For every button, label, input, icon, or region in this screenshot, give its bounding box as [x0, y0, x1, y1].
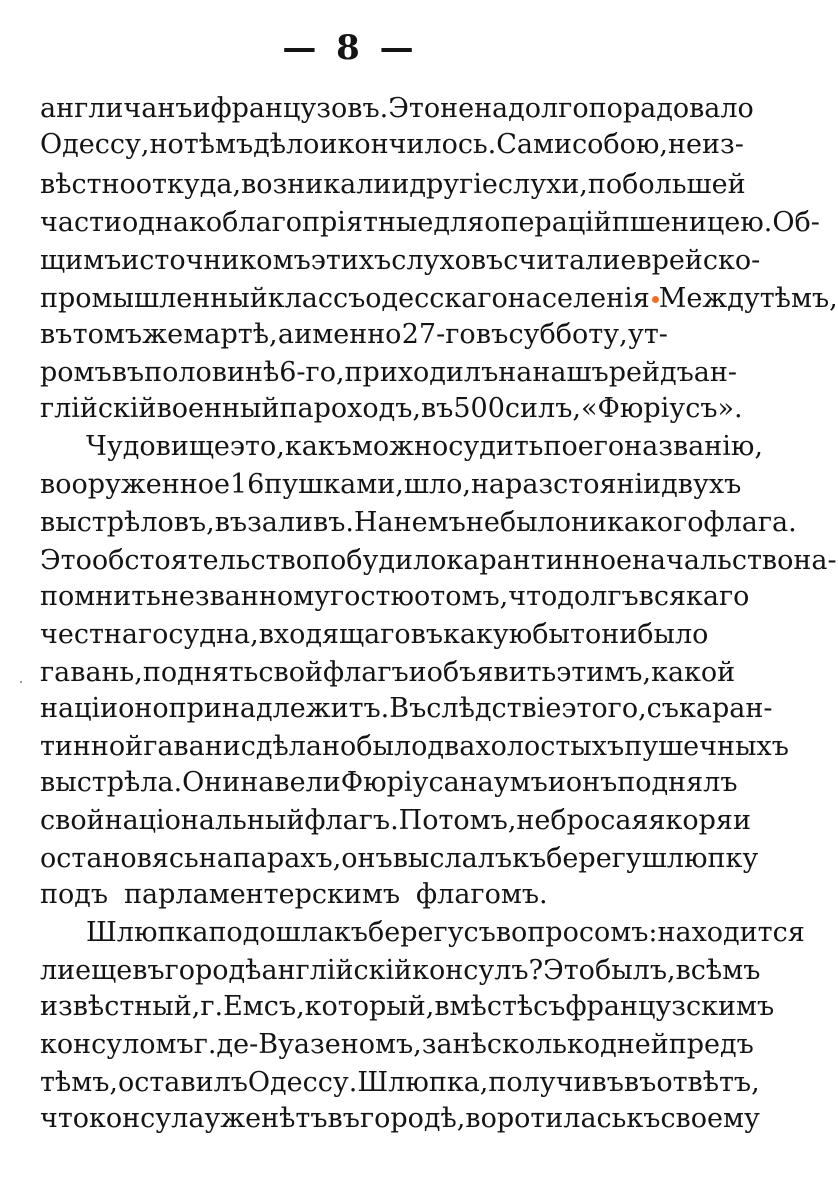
text-line	[40, 244, 761, 278]
text-line	[40, 878, 668, 912]
word: консуломъ	[40, 1029, 194, 1060]
text-line	[40, 730, 789, 764]
word: національный	[104, 805, 305, 836]
word: на	[198, 843, 233, 874]
word: другіе	[409, 169, 498, 200]
word: какъ	[284, 431, 352, 462]
text-line	[40, 656, 736, 690]
word: Въ	[389, 693, 427, 724]
word: флагомъ.	[416, 879, 548, 910]
text-line	[40, 544, 837, 578]
word: и	[732, 805, 751, 836]
text-line	[40, 392, 743, 426]
word: что	[508, 581, 558, 612]
text-line	[40, 990, 775, 1024]
word: классъ	[267, 283, 366, 314]
word: отвѣтъ,	[656, 1067, 760, 1098]
word: каран-	[678, 693, 773, 724]
word: и	[319, 129, 338, 160]
word: консула	[89, 1103, 205, 1134]
word: ни	[601, 619, 638, 650]
word: 6-го,	[279, 357, 345, 388]
word: 16	[229, 469, 265, 500]
word: онъ	[565, 767, 618, 798]
word: подошла	[208, 917, 334, 948]
word: дѣло	[253, 129, 320, 160]
word: то	[570, 619, 602, 650]
text-line	[40, 206, 820, 240]
text-line	[40, 468, 742, 502]
word: пушками,	[264, 469, 404, 500]
word: французовъ.	[210, 93, 389, 124]
word: Потомъ,	[398, 805, 517, 836]
word: Фюріуса	[340, 767, 460, 798]
word: съ	[533, 991, 566, 1022]
word: поднялъ	[617, 767, 738, 798]
word: вмѣстѣ	[434, 991, 534, 1022]
word: къ	[626, 1103, 661, 1134]
word: городѣ	[164, 955, 262, 986]
word: Одессу.	[247, 1067, 358, 1098]
word: собою,	[572, 129, 668, 160]
text-line	[40, 804, 751, 838]
word: Между	[658, 283, 760, 314]
word: берегу	[367, 917, 464, 948]
highlight-dot	[652, 296, 659, 303]
word: слѣдствіе	[426, 693, 562, 724]
word: щимъ	[40, 245, 122, 276]
word: умъ	[493, 767, 548, 798]
word: этихъ	[310, 245, 392, 276]
text-line	[40, 692, 773, 726]
word: однако	[122, 207, 223, 238]
word: вѣстно	[40, 169, 136, 200]
word: пушечныхъ	[624, 731, 789, 762]
word: слухи,	[497, 169, 588, 200]
word: шло,	[403, 469, 471, 500]
word: подъ	[40, 879, 109, 910]
text-line	[40, 1102, 760, 1136]
word: что	[40, 1103, 90, 1134]
text-line	[40, 618, 709, 652]
word: мартѣ,	[183, 319, 278, 350]
word: тѣмъ,	[759, 283, 838, 314]
word: въ	[475, 319, 509, 350]
word: одесскаго	[365, 283, 508, 314]
word: карантинное	[446, 545, 632, 576]
word: получивъ	[488, 1067, 624, 1098]
word: берегу	[546, 843, 642, 874]
word: порадовало	[588, 93, 754, 124]
word: неиз-	[668, 129, 744, 160]
word: г.	[193, 1029, 217, 1060]
word: Емсъ,	[223, 991, 305, 1022]
word: къ	[333, 917, 368, 948]
word: по	[543, 431, 578, 462]
word: два	[427, 731, 476, 762]
word: томъ	[72, 319, 143, 350]
word: выстрѣла.	[40, 767, 183, 798]
word: промышленный	[40, 283, 268, 314]
text-line	[40, 282, 838, 316]
word: г.	[200, 991, 224, 1022]
word: названію,	[624, 431, 763, 462]
word: шлюпку	[641, 843, 759, 874]
word: якоря	[648, 805, 733, 836]
word: же	[142, 319, 184, 350]
word: Они	[182, 767, 241, 798]
word: и	[547, 767, 566, 798]
word: 500	[453, 393, 505, 424]
word: свой	[258, 657, 323, 688]
word: Шлюпка	[86, 917, 209, 948]
word: вопросомъ:	[495, 917, 658, 948]
word: поднять	[142, 657, 259, 688]
word: флагъ.	[304, 805, 399, 836]
word: нѣтъ	[261, 1103, 328, 1134]
word: источникомъ	[121, 245, 311, 276]
word: какой	[651, 657, 736, 688]
text-line	[40, 1066, 760, 1100]
word: сдѣлано	[240, 731, 357, 762]
word: 27-го	[401, 319, 476, 350]
word: половинѣ	[144, 357, 280, 388]
text-line	[86, 430, 763, 464]
word: на	[470, 469, 506, 500]
word: ан-	[693, 357, 738, 388]
word: воротилась	[465, 1103, 627, 1134]
word: находится	[657, 917, 805, 948]
word: бросая	[550, 805, 649, 836]
word: своему	[660, 1103, 760, 1134]
word: но	[149, 129, 184, 160]
word: разстояніи	[505, 469, 662, 500]
word: незванному	[160, 581, 331, 612]
word: еврейско-	[620, 245, 761, 276]
word: предъ	[668, 1029, 754, 1060]
word: остановясь	[40, 843, 199, 874]
word: съ	[463, 917, 496, 948]
text-line	[40, 506, 797, 540]
word: никакого	[570, 507, 704, 538]
word: за	[421, 1029, 453, 1060]
word: большей	[622, 169, 746, 200]
word: считали	[503, 245, 621, 276]
word: пшеницею.	[611, 207, 773, 238]
word: силъ,	[504, 393, 581, 424]
word: возникали	[241, 169, 392, 200]
text-line	[40, 842, 759, 876]
word: нѣсколько	[452, 1029, 601, 1060]
word: входящаго	[258, 619, 411, 650]
word: выслалъ	[392, 843, 513, 874]
word: части	[40, 207, 123, 238]
word: обстоятельство	[91, 545, 312, 576]
word: еще	[75, 955, 133, 986]
word: помнить	[40, 581, 161, 612]
text-line	[40, 356, 738, 390]
word: долгъ	[557, 581, 639, 612]
word: флагъ	[322, 657, 409, 688]
word: и	[192, 93, 211, 124]
word: въ	[327, 1103, 360, 1134]
word: всѣмъ	[675, 955, 761, 986]
word: гавань,	[40, 657, 143, 688]
word: къ	[512, 843, 547, 874]
word: надолго	[474, 93, 589, 124]
page-number: — 8 —	[282, 28, 418, 68]
text-line	[40, 168, 746, 202]
word: въ	[214, 507, 248, 538]
text-line	[40, 1028, 754, 1062]
word: субботу,	[508, 319, 628, 350]
word: Шлюпка,	[357, 1067, 489, 1098]
word: консулъ?	[412, 955, 544, 986]
word: операцій	[484, 207, 612, 238]
word: тѣмъ,	[40, 1067, 118, 1098]
text-line	[40, 128, 744, 162]
word: ромъ	[40, 357, 112, 388]
word: оно	[118, 693, 169, 724]
word: на	[459, 767, 494, 798]
word: въ	[111, 357, 145, 388]
word: онъ	[341, 843, 393, 874]
text-line	[40, 954, 761, 988]
text-line	[40, 92, 754, 126]
text-line	[86, 916, 805, 950]
word: именно	[294, 319, 402, 350]
word: населенія	[508, 282, 659, 316]
word: этого,	[561, 693, 647, 724]
word: о	[414, 581, 431, 612]
word: Это	[388, 93, 441, 124]
word: въ	[132, 955, 165, 986]
word: глійскій	[40, 393, 157, 424]
word: въ	[410, 619, 444, 650]
word: и	[408, 657, 427, 688]
word: націи	[40, 693, 119, 724]
word: Это	[40, 545, 92, 576]
word: «Фюріусъ».	[580, 393, 743, 424]
word: оставилъ	[117, 1067, 248, 1098]
word: съ	[646, 693, 679, 724]
word: Об-	[772, 207, 820, 238]
word: было	[499, 507, 571, 538]
word: въ	[623, 1067, 657, 1098]
word: Чудовище	[86, 431, 230, 462]
word: было	[637, 619, 709, 650]
word: побудило	[312, 545, 447, 576]
word: пароходъ,	[279, 393, 421, 424]
word: англичанъ	[40, 93, 193, 124]
word: ут-	[627, 319, 668, 350]
word: уже	[204, 1103, 262, 1134]
word: двухъ	[661, 469, 742, 500]
word: дней	[600, 1029, 669, 1060]
word: гавани	[143, 731, 241, 762]
word: рейдъ	[608, 357, 694, 388]
word: бы	[532, 619, 571, 650]
word: всякаго	[638, 581, 750, 612]
word: военный	[156, 393, 280, 424]
word: тинной	[40, 731, 144, 762]
margin-speck	[20, 681, 22, 683]
word: свой	[40, 805, 105, 836]
word: флага.	[703, 507, 797, 538]
word: томъ,	[430, 581, 509, 612]
word: приходилъ	[344, 357, 499, 388]
text-line	[40, 580, 750, 614]
word: ли	[40, 955, 76, 986]
word: заливъ.	[247, 507, 355, 538]
word: можно	[351, 431, 449, 462]
word: его	[577, 431, 625, 462]
word: де-Вуазеномъ,	[216, 1029, 422, 1060]
word: кончилось.	[337, 129, 497, 160]
word: въ	[40, 319, 73, 350]
word: Сами	[496, 129, 573, 160]
word: На	[354, 507, 394, 538]
word: было	[356, 731, 428, 762]
word: Это	[543, 955, 595, 986]
word: французскимъ	[565, 991, 775, 1022]
word: а	[277, 319, 294, 350]
word: парахъ,	[232, 843, 342, 874]
word: не	[465, 507, 500, 538]
word: объявить	[426, 657, 557, 688]
word: какую	[443, 619, 533, 650]
word: гостю	[330, 581, 414, 612]
word: Одессу,	[40, 129, 150, 160]
word: это,	[229, 431, 285, 462]
word: благопріятные	[222, 207, 434, 238]
text-line	[40, 318, 668, 352]
word: который,	[304, 991, 435, 1022]
word: начальство	[631, 545, 794, 576]
text-line	[40, 766, 738, 800]
word: не	[516, 805, 551, 836]
word: нашъ	[532, 357, 609, 388]
word: немъ	[393, 507, 466, 538]
word: принадлежитъ.	[168, 693, 390, 724]
word: навели	[240, 767, 341, 798]
word: на	[498, 357, 533, 388]
word: извѣстный,	[40, 991, 201, 1022]
word: и	[391, 169, 410, 200]
word: холостыхъ	[475, 731, 625, 762]
word: городѣ,	[359, 1103, 466, 1134]
word: по	[587, 169, 623, 200]
word: вооруженное	[40, 469, 230, 500]
word: не	[440, 93, 475, 124]
word: выстрѣловъ,	[40, 507, 215, 538]
word: слуховъ	[391, 245, 504, 276]
word: былъ,	[594, 955, 676, 986]
word: англійскій	[261, 955, 413, 986]
word: парламентерскимъ	[124, 879, 401, 910]
word: честнаго	[40, 619, 169, 650]
word: этимъ,	[556, 657, 652, 688]
word: тѣмъ	[183, 129, 254, 160]
word: въ	[420, 393, 454, 424]
word: откуда,	[135, 169, 242, 200]
word: судна,	[168, 619, 259, 650]
word: на-	[793, 545, 837, 576]
word: для	[433, 207, 485, 238]
word: судить	[448, 431, 544, 462]
